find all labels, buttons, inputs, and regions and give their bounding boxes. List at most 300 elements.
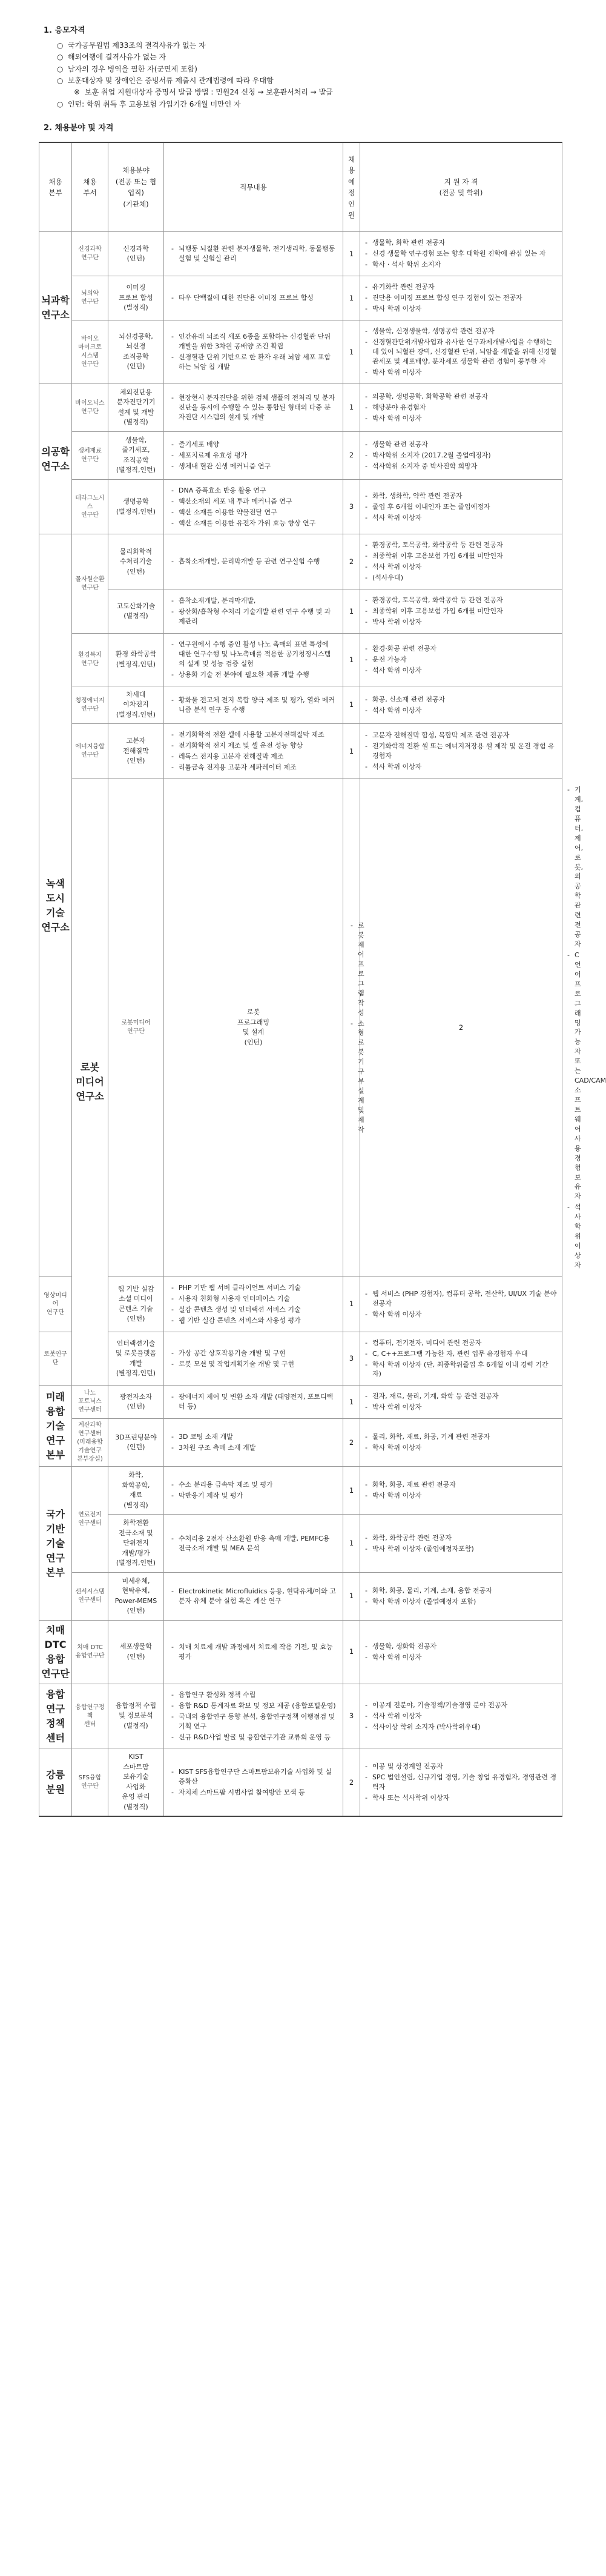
header-line: 융합정책 수립 [115,1701,157,1710]
row-num: 1 [343,1620,360,1684]
qual-item: - 박사 학위 이상자 [365,1403,557,1412]
header-line: 연구 [46,1702,65,1715]
duties-list [171,1690,337,1742]
header-line: 연구단 [127,1028,145,1035]
header-dept [72,142,108,232]
row-dept [72,1467,108,1573]
header-line: (인턴) [127,254,145,263]
qual-item: - 박사학위 소지자 (2017.2월 졸업예정자) [365,451,557,460]
table-row [39,1386,562,1419]
row-dept [72,724,108,779]
table-row [39,1620,562,1684]
quals-list [365,1586,557,1607]
row-field [108,1748,164,1817]
qual-item: - 물리, 화학, 재료, 화공, 기계 관련 전공자 [365,1432,557,1442]
header-line: 연구단 [81,360,99,368]
header-line: 신경과학 [78,246,102,253]
row-hq [39,1684,72,1748]
qual-item: - 의공학, 생명공학, 화학공학 관련 전공자 [365,392,557,402]
row-duties [164,686,343,724]
duty-item: - 광에너지 제어 및 변환 소자 개발 (태양전지, 포토디텍터 등) [171,1392,337,1412]
qual-item: - C, C++프로그램 가능한 자, 관련 업무 유경험자 우대 [365,1349,557,1359]
table-row [39,686,562,724]
header-line: 국가 [46,1508,65,1520]
row-dept [72,383,108,431]
header-line: (인턴) [127,1315,145,1323]
qual-item: - 석사학위 소지자 중 박사진학 희망자 [365,462,557,471]
qual-item: - C언어 프로그래밍 가능자 또는 CAD/CAM 소프트웨어 사용 경험 보유자 [567,951,575,1201]
header-line: 치매 DTC [77,1644,103,1651]
row-duties [164,1386,343,1419]
header-line: 개발 [129,1359,143,1367]
header-line: 체외진단용 [119,388,153,396]
row-num: 2 [343,1748,360,1817]
row-duties [164,724,343,779]
duty-item: - 흡착소재개발, 분리막개발 등 관련 연구실험 수행 [171,557,337,566]
header-line: (별정직,인턴) [116,507,156,516]
qualification-text: 보훈 취업 지원대상자 증명서 발급 방법 : 민원24 신청 → 보훈관서처리 → 발급 [85,88,333,97]
header-line: 연료전지 [78,1512,102,1518]
table-row [39,1515,562,1573]
header-field [108,142,164,232]
duty-item: - PHP 기반 웹 서버 클라이언트 서비스 기술 [171,1283,337,1293]
qual-item: - 박사 학위 이상자 (졸업예정자포함) [365,1544,557,1554]
header-line: 차세대 [126,690,146,699]
header-line: 계산과학 [78,1422,102,1429]
header-line: 업직) [128,188,144,198]
row-duties [164,320,343,384]
header-line: (별정직) [124,1721,148,1730]
header-line: 물리화학적 [119,547,153,556]
duty-item: - 인간유래 뇌조직 세포 6종을 포함하는 신경혈관 단위 개발을 위한 3차원 공배양 조건 확립 [171,332,337,351]
duty-item: - 핵산 소재를 이용한 유전자 가위 효능 향상 연구 [171,519,337,528]
header-hq [39,142,72,232]
header-line: 연구단 [47,1309,64,1316]
header-line: 미세유체, [122,1576,150,1585]
table-row [39,1276,562,1332]
table-row [39,1748,562,1817]
header-line: 운영 관리 [122,1793,150,1801]
row-num: 2 [343,1419,360,1467]
header-line: (인턴) [127,567,145,576]
row-num: 1 [343,383,360,431]
duty-item: - 리튬금속 전지용 고분자 세파레이터 제조 [171,763,337,772]
row-dept [39,1332,72,1386]
quals-list [365,644,557,676]
header-line: 세포생물학 [119,1642,153,1651]
row-duties [343,779,364,1277]
duties-list [171,440,337,471]
row-dept [72,1748,108,1817]
header-line: 강릉 [46,1768,65,1781]
row-quals [360,320,562,384]
duty-item: - 막반응기 제작 및 평가 [171,1491,337,1501]
header-line: (별정직,인턴) [116,1369,156,1377]
row-quals [360,534,562,589]
row-dept [72,686,108,724]
qual-item: - 박사 학위 이상자 [365,414,557,423]
duty-item: - 사용자 친화형 사용자 인터페이스 기술 [171,1294,337,1304]
table-row [39,534,562,589]
header-line: 분자진단기기 [116,398,156,407]
row-field [108,1386,164,1419]
qual-item: - 석사 학위 이상자 [365,1711,557,1721]
duties-list [171,293,337,303]
header-line: 분원 [46,1783,65,1795]
qual-item: - 학사 학위 이상자 (단, 최종학위졸업 후 6개월 이내 경력 기간 자) [365,1360,557,1379]
header-num [343,142,360,232]
row-num: 1 [343,589,360,634]
table-row [39,431,562,479]
row-field [108,1684,164,1748]
qual-item: - 이공계 전분야, 기술정책/기술경영 분야 전공자 [365,1701,557,1710]
qual-item: - 진단용 이미징 프로브 합성 연구 경험이 있는 전공자 [365,293,557,303]
qual-item: - 화학, 생화학, 약학 관련 전공자 [365,491,557,501]
header-line: 조직공학 [123,456,149,464]
header-line: 프로브 합성 [119,293,153,302]
qual-item: - (석사우대) [365,573,557,583]
duty-item: - 줄기세포 배양 [171,440,337,450]
row-dept [72,320,108,384]
header-line: 센터 [46,1731,65,1744]
duty-item: - 치매 치료제 개발 과정에서 치료제 작용 기전, 및 효능평가 [171,1642,337,1662]
recruitment-table [39,142,606,1817]
row-duties [164,1419,343,1467]
quals-list [365,392,557,423]
row-quals [360,383,562,431]
header-line: (별정직,인턴) [116,1559,156,1567]
qual-item: - 졸업 후 6개월 이내인자 또는 졸업예정자 [365,502,557,512]
header-line: 본부장실) [77,1456,103,1463]
duty-item: - KIST SFS융합연구단 스마트팜보유기술 사업화 및 실증확산 [171,1767,337,1787]
qual-item: - 전기화학적 전환 셀 또는 에너지저장용 셀 제작 및 운전 경험 유경험자 [365,742,557,761]
quals-list [365,1533,557,1554]
duty-item: - 국내외 융합연구 동향 분석, 융합연구정책 이행점검 및 기획 연구 [171,1712,337,1731]
duty-item: - 신규 R&D사업 발굴 및 융합연구기관 교류회 운영 등 [171,1733,337,1742]
qualification-item [57,41,562,51]
row-quals [360,589,562,634]
header-line: 로봇연구단 [44,1350,67,1366]
duty-item: - 전기화학적 전지 제조 및 셀 운전 성능 향상 [171,741,337,751]
qual-item: - 학사 학위 이상자 [365,1443,557,1453]
table-row [39,589,562,634]
header-quals [360,142,562,232]
header-line: 사업화 [126,1782,146,1791]
header-line: 원 [347,210,355,219]
table-row [39,383,562,431]
qual-item: - 최종학위 이후 고용보험 가입 6개월 미만인자 [365,606,557,616]
qual-item: - 석사 학위 이상자 [365,762,557,772]
row-duties [164,1620,343,1684]
duties-list [171,596,337,626]
row-hq [72,779,108,1386]
duties-list [171,695,337,715]
header-line: 뇌의약 [81,290,99,297]
header-line: 연구 [46,1434,65,1446]
header-line: 재료 [129,1491,143,1499]
table-body [39,232,606,1817]
header-line: 3D프린팅분야 [115,1433,157,1441]
duty-item: - 황화물 전고체 전지 복합 양극 제조 및 평가, 열화 메커니즘 분석 연구 등 수행 [171,695,337,715]
quals-list [365,731,557,772]
bullet-mark: ○ [57,41,64,50]
row-num: 2 [343,431,360,479]
duties-list [171,640,337,680]
header-line: 환경복지 [78,651,102,659]
duties-list [171,1432,337,1453]
row-field [108,686,164,724]
header-line: 치매 [46,1624,65,1636]
qual-item: - 학사 학위 이상자 [365,1653,557,1662]
header-line: 연구소 [41,309,70,321]
header-line: KIST [128,1753,143,1761]
duty-item: - 광산화/흡착형 수처리 기술개발 관련 연구 수행 및 과제관리 [171,607,337,626]
header-line: (별정직) [124,1501,148,1509]
header-line: 보유기술 [123,1773,149,1781]
duty-item: - 현장현시 분자진단을 위한 검체 샘플의 전처리 및 분자진단을 동시에 수행할 수 있는 통합된 형태의 다중 분자진단 시스템의 설계 및 개발 [171,393,337,422]
row-hq [39,534,72,1276]
row-field [108,1620,164,1684]
row-duties [164,634,343,686]
row-duties [164,383,343,431]
header-line: 조직공학 [123,352,149,360]
row-dept [72,1572,108,1620]
header-line: 지 원 자 격 [444,177,478,186]
row-quals [360,1572,562,1620]
header-line: (인턴) [127,362,145,371]
table-row [39,1684,562,1748]
header-line: (별정직,인턴) [116,466,156,474]
header-line: 화학공학, [122,1481,150,1489]
row-quals [360,1515,562,1573]
table-row [39,232,562,276]
duty-item: - 타우 단백질에 대한 진단용 이미징 프로브 합성 [171,293,337,303]
qual-item: - SPC 법인설립, 신규기업 경영, 기술 창업 유경험자, 경영관련 경력자 [365,1773,557,1792]
quals-list [365,1392,557,1412]
header-line: 센서시스템 [75,1588,105,1595]
row-quals [360,724,562,779]
header-line: 영상미디어 [44,1292,67,1307]
header-line: 및 설계 [242,1028,265,1037]
table-row [39,634,562,686]
duty-item: - 신경혈관 단위 기반으로 한 환자 유래 뇌암 세포 포함하는 뇌암 칩 개발 [171,353,337,372]
header-line: 스마트팜 [123,1762,149,1771]
qual-item: - 환경공학, 토목공학, 화학공학 등 관련 전공자 [365,596,557,605]
qual-item: - 환경·화공 관련 전공자 [365,644,557,654]
row-duties [164,276,343,320]
row-hq [39,1620,72,1684]
row-quals [360,1684,562,1748]
qual-item: - 최종학위 이후 고용보험 가입 6개월 미만인자 [365,551,557,561]
row-num: 1 [343,1467,360,1515]
qual-item: - 고분자 전해질막 합성, 복합막 제조 관련 전공자 [365,731,557,740]
row-num: 1 [343,1386,360,1419]
qualification-text: 해외여행에 결격사유가 없는 자 [68,53,166,62]
duty-item: - 소형 로봇 기구부 설계 및 제작 [351,1019,358,1135]
duties-list [171,730,337,772]
header-line: 뇌신경공학, [119,332,153,340]
row-field [108,431,164,479]
row-dept [72,232,108,276]
qual-item: - 박사 학위 이상자 [365,617,557,627]
duties-list [171,393,337,422]
header-line: 연구소 [76,1090,104,1103]
row-duties [164,1748,343,1817]
header-line: 신경과학 [123,244,149,253]
duty-item: - 상용화 기술 전 분야에 필요한 제품 개발 수행 [171,670,337,680]
table-row [39,779,562,1277]
row-hq [39,383,72,534]
duty-item: - 전기화학적 전환 셀에 사용할 고분자전해질막 제조 [171,730,337,740]
header-line: (인턴) [127,757,145,765]
row-duties [164,479,343,534]
header-line: 로봇미디어 [121,1020,151,1027]
header-line: 채용 [83,177,97,186]
row-duties [164,1572,343,1620]
duty-item: - 핵산 소재를 이용한 약물전달 연구 [171,508,337,517]
header-line: 수처리기술 [119,557,153,566]
row-num: 1 [343,1276,360,1332]
duty-item: - DNA 증폭효소 반응 활용 연구 [171,486,337,496]
quals-list [365,1762,557,1803]
qual-item: - 생물학 관련 전공자 [365,440,557,450]
quals-list [365,1338,557,1379]
duty-item: - 로봇 모션 및 작업계획기술 개발 및 구현 [171,1359,337,1369]
bullet-mark: ○ [57,53,64,62]
header-line: 고도산화기술 [116,602,156,610]
duties-list [171,486,337,528]
header-line: 및 정보분석 [119,1711,153,1720]
quals-list [365,596,557,627]
header-line: 연구단 [81,408,99,415]
row-field [108,1515,164,1573]
qual-item: - 박사 학위 이상자 [365,1491,557,1501]
header-line: 융합 [46,1688,65,1700]
header-line: 연구센터 [78,1407,102,1414]
header-line: 이미징 [126,284,146,292]
header-line: 본부 [46,1449,65,1461]
header-line: 포토닉스 [78,1398,102,1406]
row-num: 3 [343,1684,360,1748]
header-line: 연구단 [81,254,99,262]
header-line: (인턴) [127,1443,145,1452]
duty-item: - 뇌행동 뇌질환 관련 분자생물학, 전기생리학, 동물행동 실험 및 실험실 관리 [171,244,337,264]
row-num: 2 [343,534,360,589]
row-quals [360,1332,562,1386]
quals-list [365,1289,557,1320]
header-line: 연구단 [81,584,99,591]
header-line: Power-MEMS [114,1596,157,1605]
row-dept [72,1419,108,1467]
row-field [108,724,164,779]
row-num: 1 [343,1515,360,1573]
row-num: 2 [360,779,562,1277]
qual-item: - 생물학, 생화학 전공자 [365,1642,557,1651]
qual-item: - 환경공학, 토목공학, 화학공학 등 관련 전공자 [365,540,557,550]
qual-item: - 컴퓨터, 전기전자, 미디어 관련 전공자 [365,1338,557,1348]
header-line: (별정직) [124,418,148,427]
row-quals [360,232,562,276]
row-num: 3 [343,479,360,534]
row-duties [164,1684,343,1748]
qual-item: - 이공 및 상경계열 전공자 [365,1762,557,1771]
header-line: 전극소재 및 [119,1529,153,1537]
header-line: 의공학 [41,445,70,457]
header-line: (인턴) [127,1652,145,1661]
header-line: 생체재료 [78,447,102,454]
header-line: 마이크로 [78,344,102,351]
quals-list [365,238,557,270]
header-line: 생물학, [125,436,147,444]
header-line: 이차전지 [123,700,149,709]
header-line: 채용분야 [122,166,150,175]
header-line: 융합연구정책 [75,1704,105,1719]
header-line: 본부 [48,188,62,198]
duty-item: - 로봇 제어 프로그램 작성 [351,921,358,1017]
row-dept [39,1276,72,1332]
duty-item: - 수소 분리용 금속막 제조 및 평가 [171,1480,337,1490]
row-num: 1 [343,634,360,686]
header-line: 전해질막 [123,746,149,755]
row-hq [39,232,72,383]
header-line: (미래융합 [77,1439,103,1446]
header-line: 광전자소자 [119,1392,153,1401]
row-field [108,479,164,534]
header-line: (별정직) [124,612,148,620]
header-line: 로봇 [246,1008,260,1017]
qual-item: - 학사 학위 이상자 [365,1310,557,1320]
header-line: 미래 [46,1390,65,1403]
row-hq [39,1748,72,1817]
row-duties [164,232,343,276]
table-row [39,724,562,779]
qual-item: - 신경혈관단위개발사업과 유사한 연구과제개발사업을 수행하는 데 있어 뇌혈관 장벽, 신경혈관 단위, 뇌암을 개발을 위해 신경혈관세포 및 세포배양, 분자세포 생물학 관련 경험이 풍부한 자 [365,337,557,367]
header-line: 예 [347,177,355,186]
header-line: 연구센터 [78,1520,102,1527]
header-line: 채 [347,155,355,164]
qualification-item [57,64,562,75]
quals-list [365,282,557,314]
header-line: SFS융합 [78,1774,102,1781]
header-line: (별정직) [124,1802,148,1811]
qualification-item [57,76,562,86]
row-field [164,779,343,1277]
header-line: 본부 [46,1566,65,1578]
qual-item: - 박사 학위 이상자 [365,304,557,314]
section1-title: 1. 응모자격 [44,26,85,35]
table-row [39,1332,562,1386]
qualification-text: 남자의 경우 병역을 필한 자(군면제 포함) [68,64,197,73]
table-header-row [39,142,562,232]
duties-list [351,921,364,1135]
row-field [108,1467,164,1515]
qual-item: - 학사 학위 이상자 (졸업예정자 포함) [365,1597,557,1607]
duty-item: - 융합연구 활성화 정책 수립 [171,1690,337,1700]
header-line: 정 [347,188,355,198]
header-line: 녹색 [46,877,65,889]
qual-item: - 화학, 화공, 물리, 기계, 소재, 융합 전공자 [365,1586,557,1596]
header-line: 생명공학 [123,497,149,506]
header-line: 뇌신경 [126,342,146,351]
table-row [39,276,562,320]
header-line: 미디어 [76,1076,104,1088]
header-line: 연구단 [81,1782,99,1790]
row-num: 1 [343,320,360,384]
header-line: (별정직,인턴) [116,660,156,668]
row-field [108,1572,164,1620]
duties-list [171,332,337,372]
header-line: 화학전환 [123,1519,149,1527]
